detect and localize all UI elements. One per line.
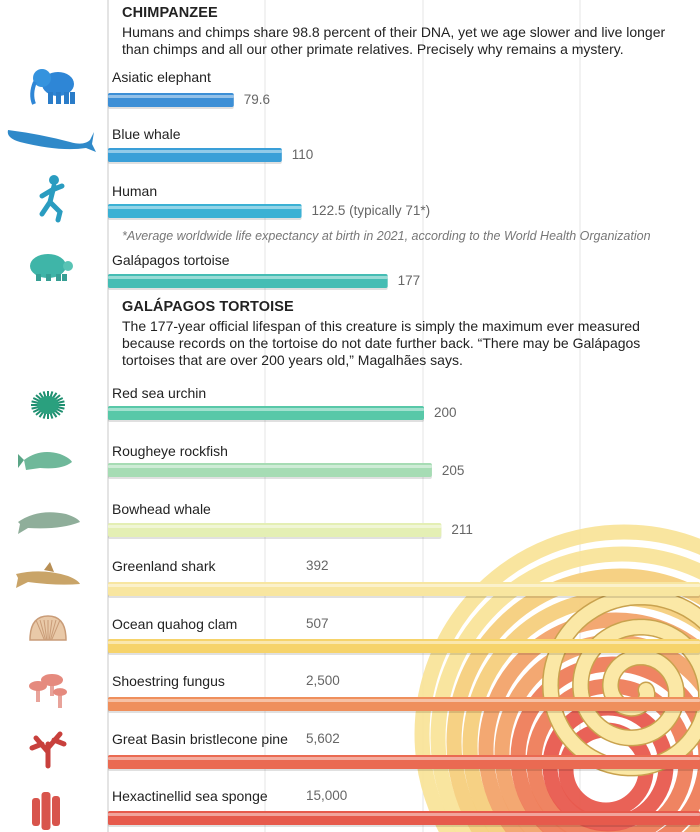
- value-label: 392: [306, 558, 329, 573]
- category-label: Human: [112, 183, 158, 199]
- callout-text: The 177-year official lifespan of this creature is simply the maximum ever measured because records on the tortoise do not date further back. “There may be Galápagos tortoises that are over 200 years old,” Magalhães says.: [122, 318, 641, 368]
- tortoise-callout: [122, 299, 692, 369]
- category-label: Red sea urchin: [112, 385, 207, 401]
- category-label: Bowhead whale: [112, 501, 211, 517]
- category-label: Rougheye rockfish: [112, 443, 228, 459]
- value-label: 2,500: [306, 673, 340, 688]
- callout-title: GALÁPAGOS TORTOISE: [122, 299, 294, 315]
- category-label: Blue whale: [112, 126, 181, 142]
- value-label: 79.6: [243, 92, 271, 107]
- value-label: 200: [434, 405, 457, 420]
- category-label: Ocean quahog clam: [112, 616, 238, 632]
- value-label: 5,602: [306, 731, 340, 746]
- value-label: 15,000: [306, 788, 348, 803]
- category-label: Shoestring fungus: [112, 673, 225, 689]
- value-label: 507: [306, 616, 329, 631]
- footnote: *Average worldwide life expectancy at birth in 2021, according to the World Health Organization: [122, 229, 651, 243]
- value-label: 110: [291, 147, 314, 162]
- callout-text: Humans and chimps share 98.8 percent of their DNA, yet we age slower and live longer than chimps and all our other primate relatives. Precisely why remains a mystery.: [122, 24, 666, 57]
- category-label: Galápagos tortoise: [112, 252, 230, 268]
- category-label: Hexactinellid sea sponge: [112, 788, 268, 804]
- value-label: 205: [441, 463, 465, 478]
- value-label: 211: [451, 522, 473, 537]
- callout-title: CHIMPANZEE: [122, 5, 218, 21]
- value-label: 122.5 (typically 71*): [311, 203, 431, 218]
- value-label: 177: [397, 273, 421, 288]
- category-label: Greenland shark: [112, 558, 216, 574]
- category-label: Asiatic elephant: [112, 69, 211, 85]
- category-label: Great Basin bristlecone pine: [112, 731, 288, 747]
- chimpanzee-callout: [122, 5, 692, 58]
